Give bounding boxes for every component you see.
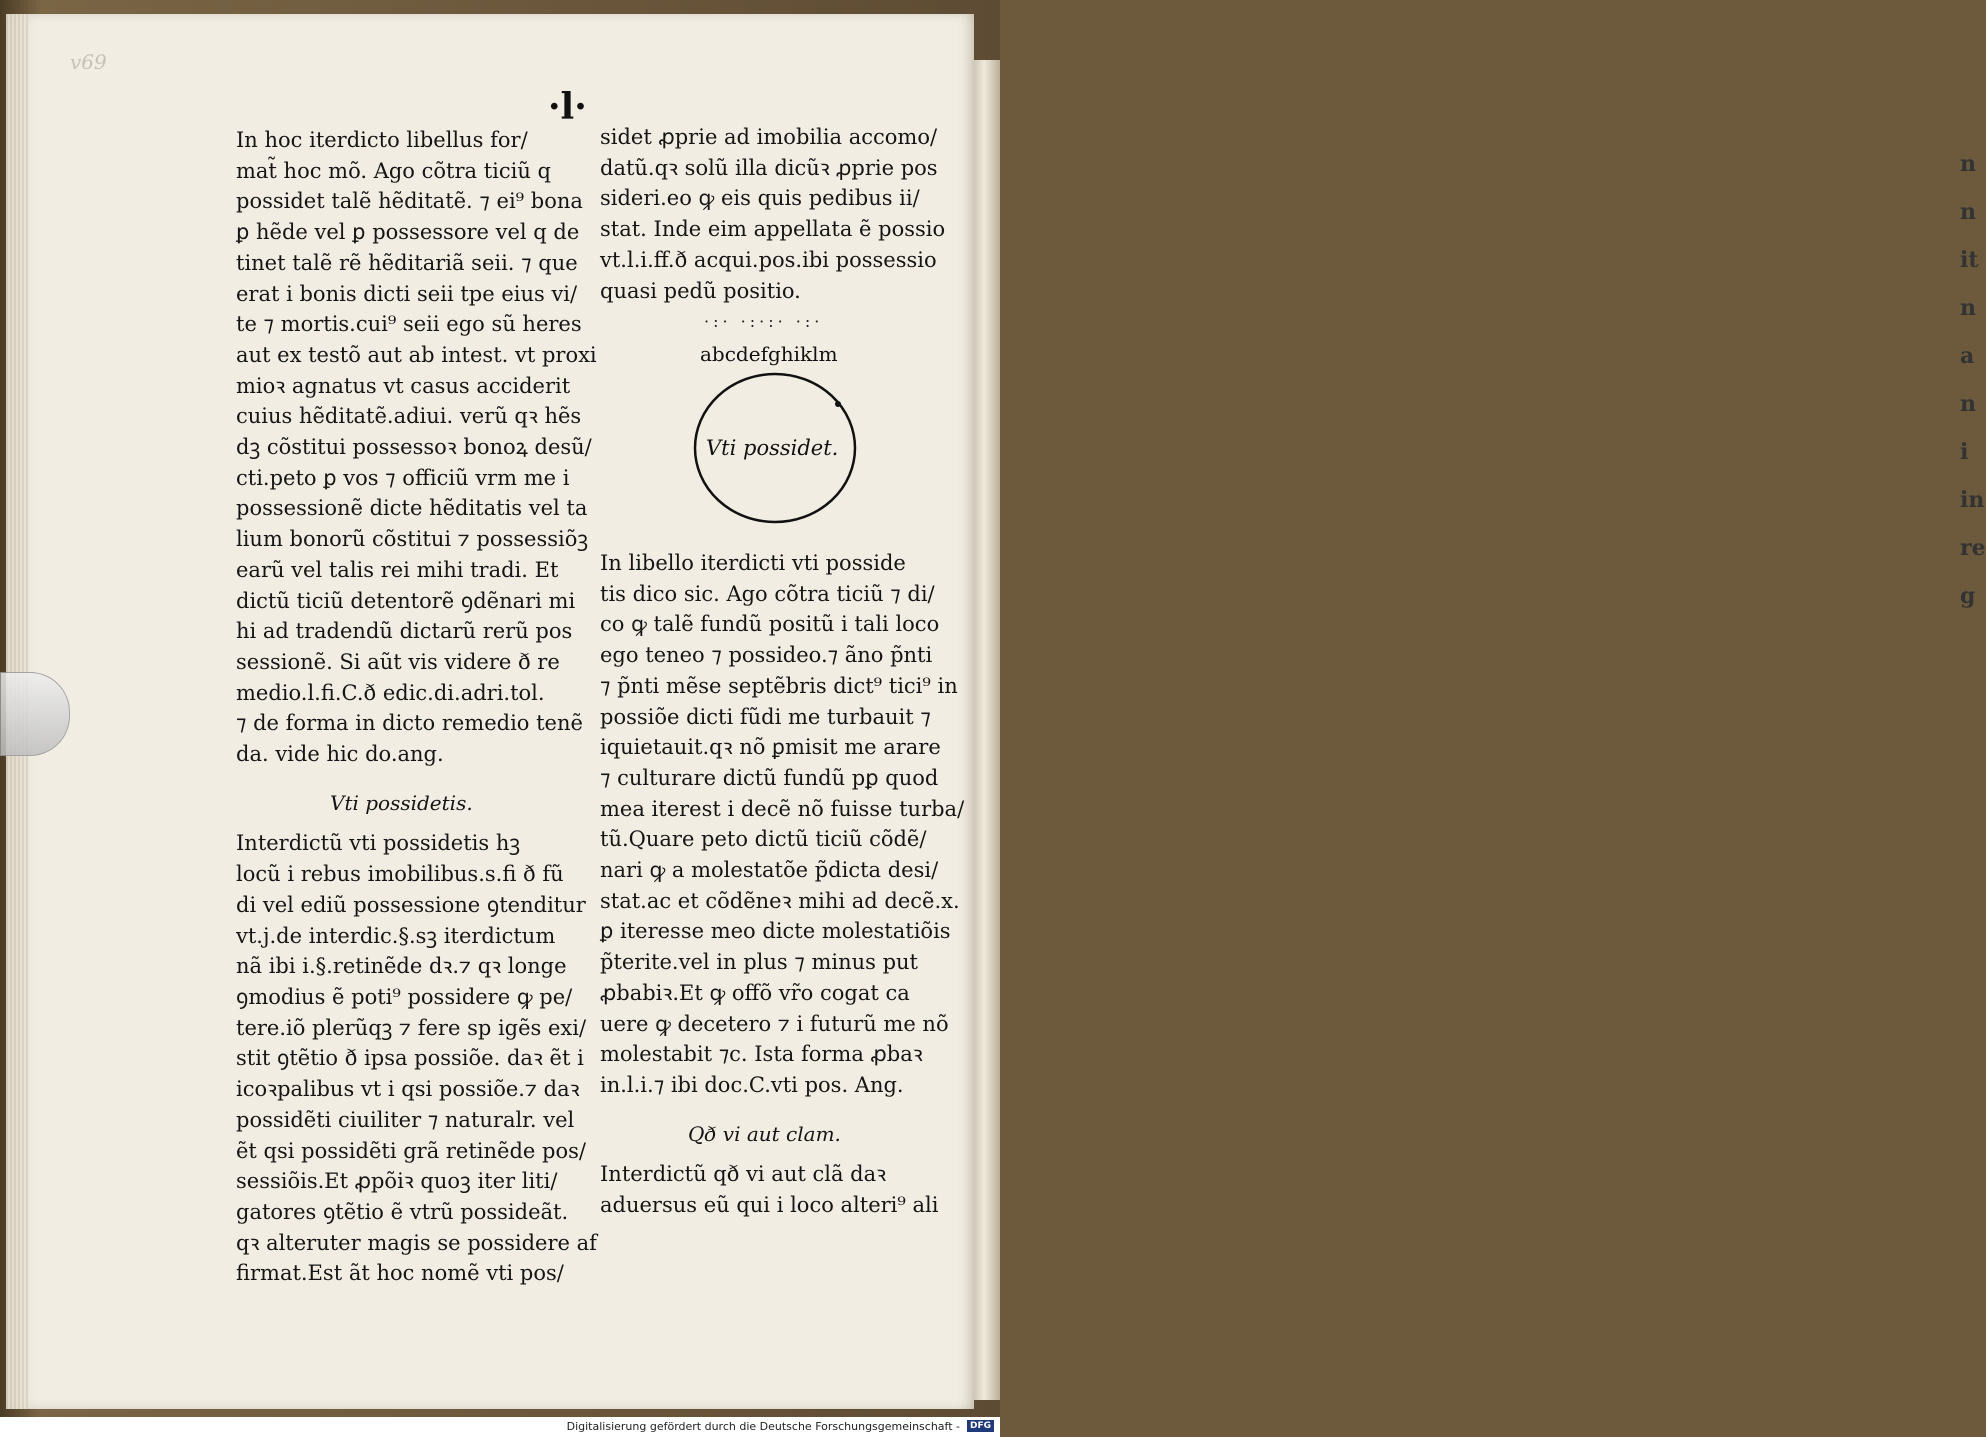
facing-page-letter: in [1960,487,1985,513]
text-line: dꝫ cõstitui possessoꝛ bonoꝝ desũ/ [236,435,592,460]
text-line: tis dico sic. Ago cõtra ticiũ ⁊ di/ [600,581,935,606]
text-line: in.l.i.⁊ ibi doc.C.vti pos. Ang. [600,1072,904,1097]
facing-page-letter: g [1960,583,1976,609]
text-line: te ⁊ mortis.cui⁹ seii ego sũ heres [236,312,582,337]
text-line: possidẽti ciuiliter ⁊ naturalr. vel [236,1107,575,1132]
text-line: mioꝛ agnatus vt casus acciderit [236,373,571,398]
text-line: tinet talẽ rẽ hẽditariã seii. ⁊ que [236,250,578,275]
facing-page-letter: n [1960,151,1976,177]
facing-page-letter: re [1960,535,1986,561]
folio-number: ·l· [548,86,587,128]
text-line: medio.l.fi.C.ð edic.di.adri.tol. [236,680,545,705]
facing-page-letter: n [1960,391,1976,417]
text-line: mea iterest i decẽ nõ fuisse turba/ [600,796,965,821]
text-line: ꝯmodius ẽ poti⁹ possidere ꝙ pe/ [236,984,573,1009]
text-line: ꝓbabiꝛ.Et ꝙ offõ vr̃o cogat ca [600,980,910,1005]
facing-page-letter: i [1960,439,1969,465]
left-heading: Vti possidetis. [330,790,473,815]
facing-page-letter: it [1960,247,1979,273]
text-line: hi ad tradendũ dictarũ rerũ pos [236,619,573,644]
text-line: Interdictũ qð vi aut clã daꝛ [600,1162,887,1187]
text-line: p̃terite.vel in plus ⁊ minus put [600,950,918,975]
text-line: uere ꝙ decetero ⁊ i futurũ me nõ [600,1011,949,1036]
text-line: locũ i rebus imobilibus.s.fi ð fũ [236,862,564,887]
text-line: mat̃ hoc mõ. Ago cõtra ticiũ q [236,158,551,183]
text-line: possessionẽ dicte hẽditatis vel ta [236,496,588,521]
text-line: vt.j.de interdic.§.sꝫ iterdictum [236,923,556,948]
footer-text: Digitalisierung gefördert durch die Deutsche Forschungsgemeinschaft - [566,1420,960,1433]
text-line: ego teneo ⁊ possideo.⁊ ãno p̃nti [600,643,933,668]
text-line: possiõe dicti fũdi me turbauit ⁊ [600,704,931,729]
right-heading: Qð vi aut clam. [688,1121,841,1146]
right-column-lower [600,548,965,1221]
text-line: earũ vel talis rei mihi tradi. Et [236,557,559,582]
text-line: possidet talẽ hẽditatẽ. ⁊ ei⁹ bona [236,189,583,214]
text-line: tũ.Quare peto dictũ ticiũ cõdẽ/ [600,827,927,852]
text-line: ⁊ p̃nti mẽse septẽbris dict⁹ tici⁹ in [600,673,958,698]
text-line: aduersus eũ qui i loco alteri⁹ ali [600,1193,939,1218]
text-line: datũ.qꝛ solũ illa dicũꝛ ꝓprie pos [600,155,938,180]
text-line: lium bonorũ cõstitui ⁊ possessiõꝫ [236,527,589,552]
alphabet-line: abcdefghiklm [700,342,838,366]
text-line: ꝑ hẽde vel ꝑ possessore vel q de [236,220,580,245]
facing-page-letter: a [1960,343,1975,369]
text-line: qꝛ alteruter magis se possidere af [236,1230,597,1255]
text-line: co ꝙ talẽ fundũ positũ i tali loco [600,612,940,637]
text-line: di vel ediũ possessione ꝯtenditur [236,892,586,917]
text-line: Interdictũ vti possidetis hꝫ [236,831,521,856]
text-line: iquietauit.qꝛ nõ ꝑmisit me arare [600,735,941,760]
diagram-dot [835,401,841,407]
text-line: In hoc iterdicto libellus for/ [236,128,528,152]
margin-note: v69 [70,50,107,74]
left-paragraph-2 [236,828,597,1289]
text-line: stat.ac et cõdẽneꝛ mihi ad decẽ.x. [600,888,960,913]
left-paragraph-1 [236,125,597,770]
diagram-label: Vti possidet. [706,436,839,460]
dfg-logo: DFG [967,1420,994,1432]
text-line: gatores ꝯtẽtio ẽ vtrũ possideãt. [236,1199,569,1224]
right-paragraph-1 [600,122,946,306]
text-line: erat i bonis dicti seii tpe eius vi/ [236,281,578,306]
text-line: stit ꝯtẽtio ð ipsa possiõe. daꝛ ẽt i [236,1046,584,1071]
text-line: quasi pedũ positio. [600,278,801,303]
text-line: aut ex testõ aut ab intest. vt proxi [236,342,597,367]
facing-page-letter: n [1960,295,1976,321]
right-paragraph-2 [600,548,965,1101]
right-column [600,122,946,306]
text-line: da. vide hic do.ang. [236,742,444,767]
text-line: ⁊ culturare dictũ fundũ pꝑ quod [600,765,939,790]
facing-page-edge [974,60,1986,1400]
dot-ornament: ·:· ·:·:· ·:· [704,312,824,331]
text-line: stat. Inde eim appellata ẽ possio [600,217,946,242]
text-line: tere.iõ plerũqꝫ ⁊ fere sp igẽs exi/ [236,1015,587,1040]
text-line: cti.peto ꝑ vos ⁊ officiũ vrm me i [236,465,570,490]
text-line: sessionẽ. Si aũt vis videre ð re [236,649,560,674]
text-line: ⁊ de forma in dicto remedio tenẽ [236,711,583,736]
facing-page-letter: n [1960,199,1976,225]
text-line: nari ꝙ a molestatõe p̃dicta desi/ [600,858,939,883]
right-paragraph-3 [600,1159,939,1220]
facing-page-letters [1960,140,1986,620]
text-line: dictũ ticiũ detentorẽ ꝯdẽnari mi [236,588,576,613]
text-line: nã ibi i.§.retinẽde dꝛ.⁊ qꝛ longe [236,954,567,979]
text-line: In libello iterdicti vti posside [600,551,906,575]
left-column [236,125,597,1289]
text-line: firmat.Est ãt hoc nomẽ vti pos/ [236,1261,564,1286]
text-line: cuius hẽditatẽ.adiui. verũ qꝛ hẽs [236,404,582,429]
text-line: ꝑ iteresse meo dicte molestatiõis [600,919,951,944]
footer-bar [0,1417,1000,1437]
text-line: sideri.eo ꝙ eis quis pedibus ii/ [600,186,920,211]
text-line: sessiõis.Et ꝓpõiꝛ quoꝫ iter liti/ [236,1169,558,1194]
text-line: molestabit ⁊c. Ista forma ꝓbaꝛ [600,1042,923,1067]
text-line: ẽt qsi possidẽti grã retinẽde pos/ [236,1138,586,1163]
text-line: sidet ꝓprie ad imobilia accomo/ [600,125,938,149]
text-line: icoꝛpalibus vt i qsi possiõe.⁊ daꝛ [236,1077,580,1102]
text-line: vt.l.i.ff.ð acqui.pos.ibi possessio [600,247,937,272]
